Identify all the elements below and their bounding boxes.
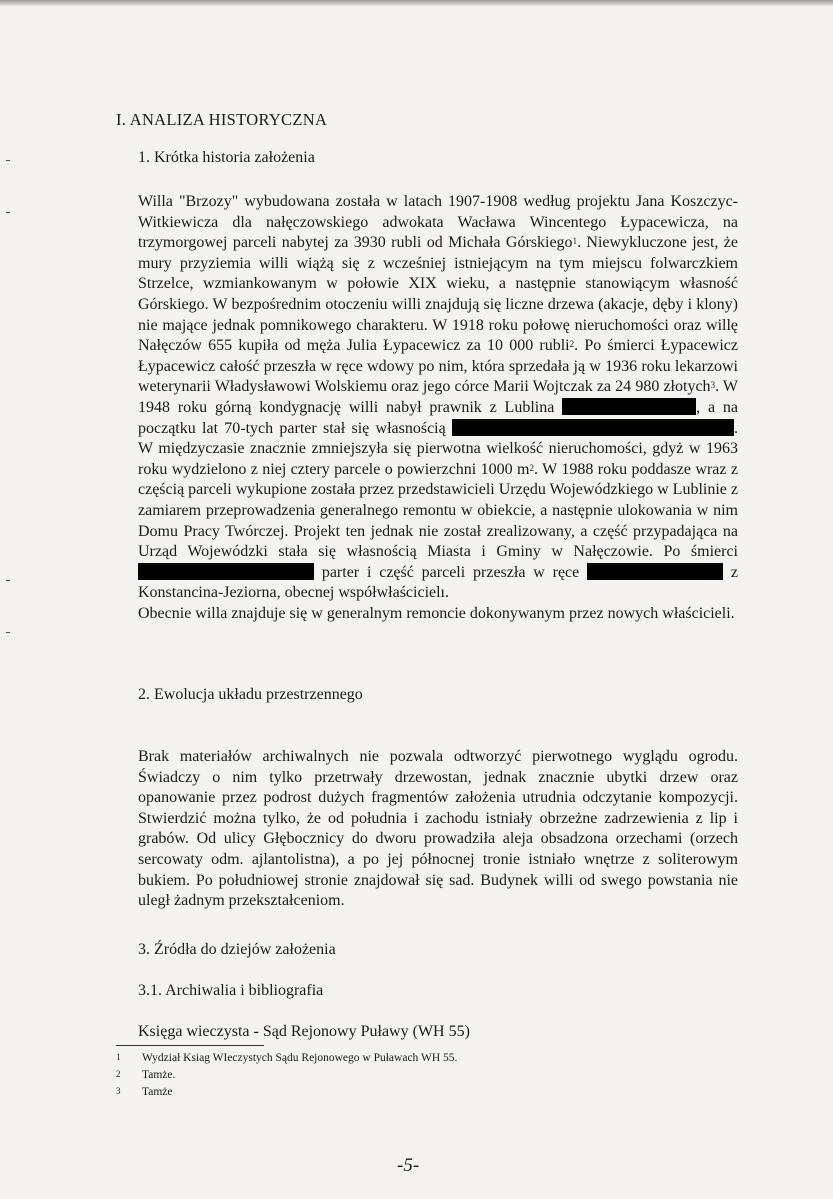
section2-title: 2. Ewolucja układu przestrzennego: [138, 686, 363, 703]
redaction-bar: [138, 563, 314, 580]
scan-top-edge: [0, 0, 833, 6]
section2-paragraph: Brak materiałów archiwalnych nie pozwala odtworzyć pierwotnego wyglądu ogrodu. Świadczy o nim tylko przetrwały drzewostan, jednak znacznie ubytki drzew oraz opanowanie przez podrost dużych fragmentów założenia utrudnia odczytanie kompozycji. Stwierdzić można tylko, że od południa i zachodu istniały obrzeżne zadrzewienia z lip i grabów. Od ulicy Głębocznicy do dworu prowadziła aleja obsadzona orzechami (orzech sercowaty odm. ajlantolistna), a po jej północnej tronie istniało wnętrze z soliterowym bukiem. Po południowej stronie znajdował się sad. Budynek willi od swego powstania nie uległ żadnym przekształceniom.: [138, 748, 738, 910]
section1-title: 1. Krótka historia założenia: [138, 149, 315, 166]
section3-line: Księga wieczysta - Sąd Rejonowy Puławy (WH 55): [138, 1023, 470, 1040]
footnote-ref: 3: [710, 380, 716, 391]
footnote: 2 Tamże.: [116, 1069, 176, 1081]
margin-mark: [6, 160, 10, 161]
footnote: 1 Wydział Ksiag WIeczystych Sądu Rejonowego w Puławach WH 55.: [116, 1052, 458, 1064]
section1-paragraph: Willa "Brzozy" wybudowana została w latach 1907-1908 według projektu Jana Koszczyc-Witkiewicza dla nałęczowskiego adwokata Wacława Wincentego Łypacewicza, na trzymorgowej parceli nabytej za 3930 rubli od Michała Górskiego$^1$. Niewykluczone jest, że mury przyziemia willi wiążą się z wcześniej istniejącym na tym miejscu folwarczkiem Strzelce, wzmiankowanym w połowie XIX wieku, a następnie stanowiącym własność Górskiego. W bezpośrednim otoczeniu willi znajdują się liczne drzewa (akacje, dęby i klony) nie mające jednak pomnikowego charakteru. W 1918 roku połowę nieruchomości oraz willę Nałęczów 655 kupiła od męża Julia Łypacewicz za 10 000 rubli$^2$. Po śmierci Łypacewicz Łypacewicz całość przeszła w ręce wdowy po nim, która sprzedała ją w 1936 roku lekarzowi weterynarii Władysławowi Wolskiemu oraz jego córce Marii Wojtczak za 24 980 złotych$^3$. W 1948 roku górną kondygnację willi nabył prawnik z Lublina , a na początku lat 70-tych parter stał się własnością . W międzyczasie znacznie zmniejszyła się pierwotna wielkość nieruchomości, gdyż w 1963 roku wydzielono z niej cztery parcele o powierzchni 1000 $m^2$. W 1988 roku poddasze wraz z częścią parceli wykupione została przez przedstawicieli Urzędu Wojewódzkiego w Lublinie z zamiarem przeprowadzenia generalnego remontu w obiekcie, a następnie ulokowania w nim Domu Pracy Twórczej. Projekt ten jednak nie został zrealizowany, a część przypadająca na Urząd Wojewódzki stała się własnością Miasta i Gminy w Nałęczowie. Po śmierci parter i część parceli przeszła w ręce z Konstancina-Jeziorna, obecnej współwłaścicielı. Obecnie willa znajduje się w generalnym remoncie dokonywanym przez nowych właścicieli.: [138, 192, 738, 624]
section3-title: 3. Źródła do dziejów założenia: [138, 941, 336, 958]
footnote-separator: [116, 1045, 264, 1046]
section1-paragraph-2: Obecnie willa znajduje się w generalnym remoncie dokonywanym przez nowych właścicieli.: [138, 604, 735, 622]
page-number: -5-: [397, 1155, 420, 1176]
redaction-bar: [562, 398, 696, 415]
margin-mark: [6, 580, 10, 581]
margin-mark: [6, 632, 10, 633]
redaction-bar: [452, 419, 734, 436]
redaction-bar: [587, 563, 723, 580]
document-heading: I. ANALIZA HISTORYCZNA: [116, 110, 328, 129]
section3-subtitle: 3.1. Archiwalia i bibliografia: [138, 982, 324, 999]
margin-mark: [6, 212, 10, 213]
footnote-ref: 2: [569, 339, 575, 350]
footnote-ref: 1: [572, 236, 578, 247]
footnote: 3 Tamże: [116, 1086, 173, 1098]
